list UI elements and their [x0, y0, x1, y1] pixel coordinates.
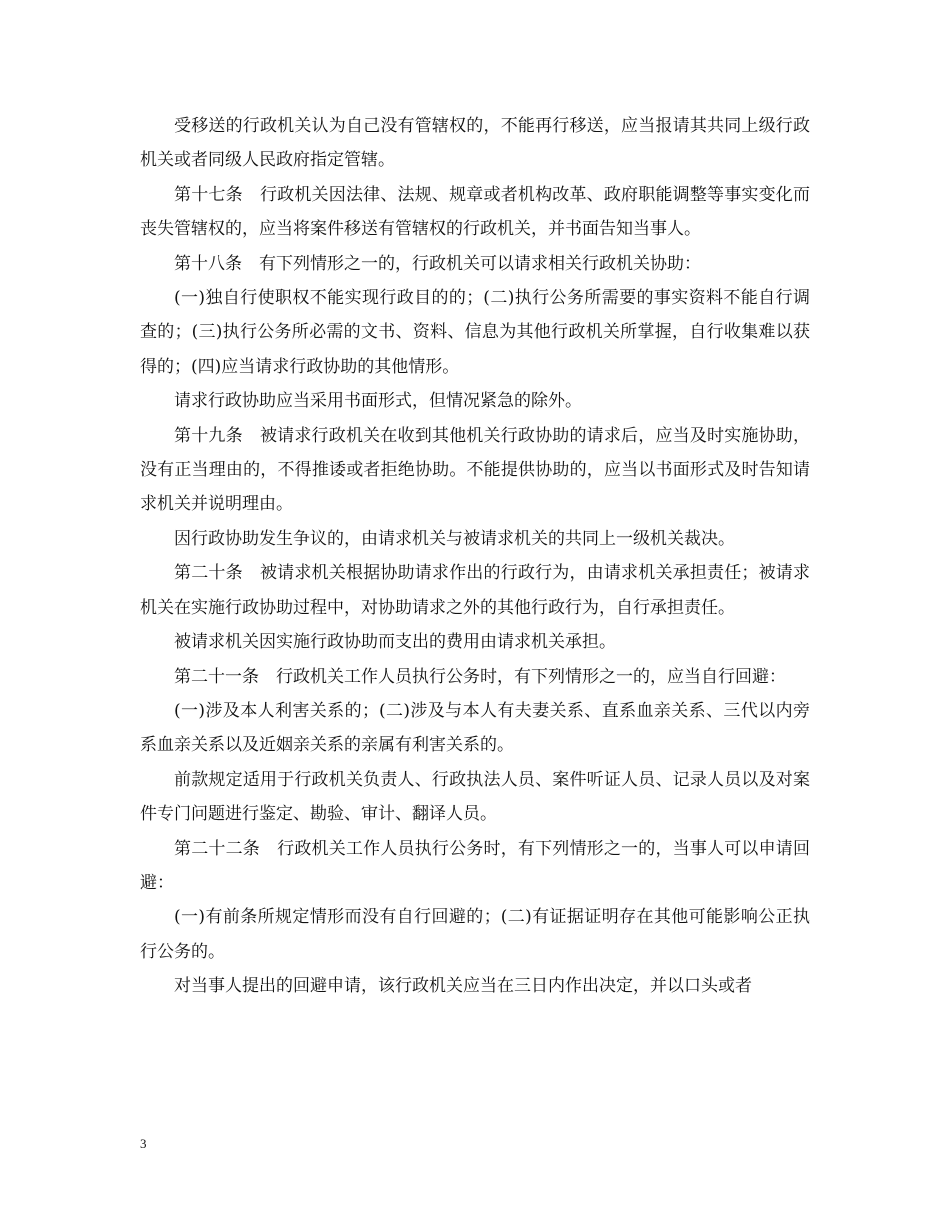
document-body	[140, 109, 810, 1004]
paragraph: 受移送的行政机关认为自己没有管辖权的，不能再行移送，应当报请其共同上级行政机关或者同级人民政府指定管辖。	[140, 116, 810, 171]
paragraph: 第二十一条 行政机关工作人员执行公务时，有下列情形之一的，应当自行回避：	[174, 666, 786, 687]
paragraph: 因行政协助发生争议的，由请求机关与被请求机关的共同上一级机关裁决。	[174, 528, 735, 549]
paragraph: 第二十条 被请求机关根据协助请求作出的行政行为，由请求机关承担责任；被请求机关在实施行政协助过程中，对协助请求之外的其他行政行为，自行承担责任。	[140, 563, 810, 618]
paragraph: 第十八条 有下列情形之一的，行政机关可以请求相关行政机关协助：	[174, 253, 701, 274]
paragraph: (一)独自行使职权不能实现行政目的的；(二)执行公务所需要的事实资料不能自行调查的；(三)执行公务所必需的文书、资料、信息为其他行政机关所掌握，自行收集难以获得的；(四)应当请求行政协助的其他情形。	[140, 288, 810, 377]
paragraph: 第十九条 被请求行政机关在收到其他机关行政协助的请求后，应当及时实施协助，没有正当理由的，不得推诿或者拒绝协助。不能提供协助的，应当以书面形式及时告知请求机关并说明理由。	[140, 425, 810, 515]
paragraph: 被请求机关因实施行政协助而支出的费用由请求机关承担。	[174, 632, 616, 653]
page-number: 3	[140, 1136, 147, 1151]
paragraph: 第十七条 行政机关因法律、法规、规章或者机构改革、政府职能调整等事实变化而丧失管辖权的，应当将案件移送有管辖权的行政机关，并书面告知当事人。	[140, 184, 810, 240]
paragraph: 前款规定适用于行政机关负责人、行政执法人员、案件听证人员、记录人员以及对案件专门问题进行鉴定、勘验、审计、翻译人员。	[140, 769, 810, 825]
paragraph: 第二十二条 行政机关工作人员执行公务时，有下列情形之一的，当事人可以申请回避：	[140, 838, 810, 893]
paragraph: 对当事人提出的回避申请，该行政机关应当在三日内作出决定，并以口头或者	[174, 976, 752, 997]
paragraph: 请求行政协助应当采用书面形式，但情况紧急的除外。	[174, 391, 582, 412]
paragraph: (一)有前条所规定情形而没有自行回避的；(二)有证据证明存在其他可能影响公正执行公务的。	[140, 907, 810, 962]
paragraph: (一)涉及本人利害关系的；(二)涉及与本人有夫妻关系、直系血亲关系、三代以内旁系血亲关系以及近姻亲关系的亲属有利害关系的。	[140, 700, 810, 756]
